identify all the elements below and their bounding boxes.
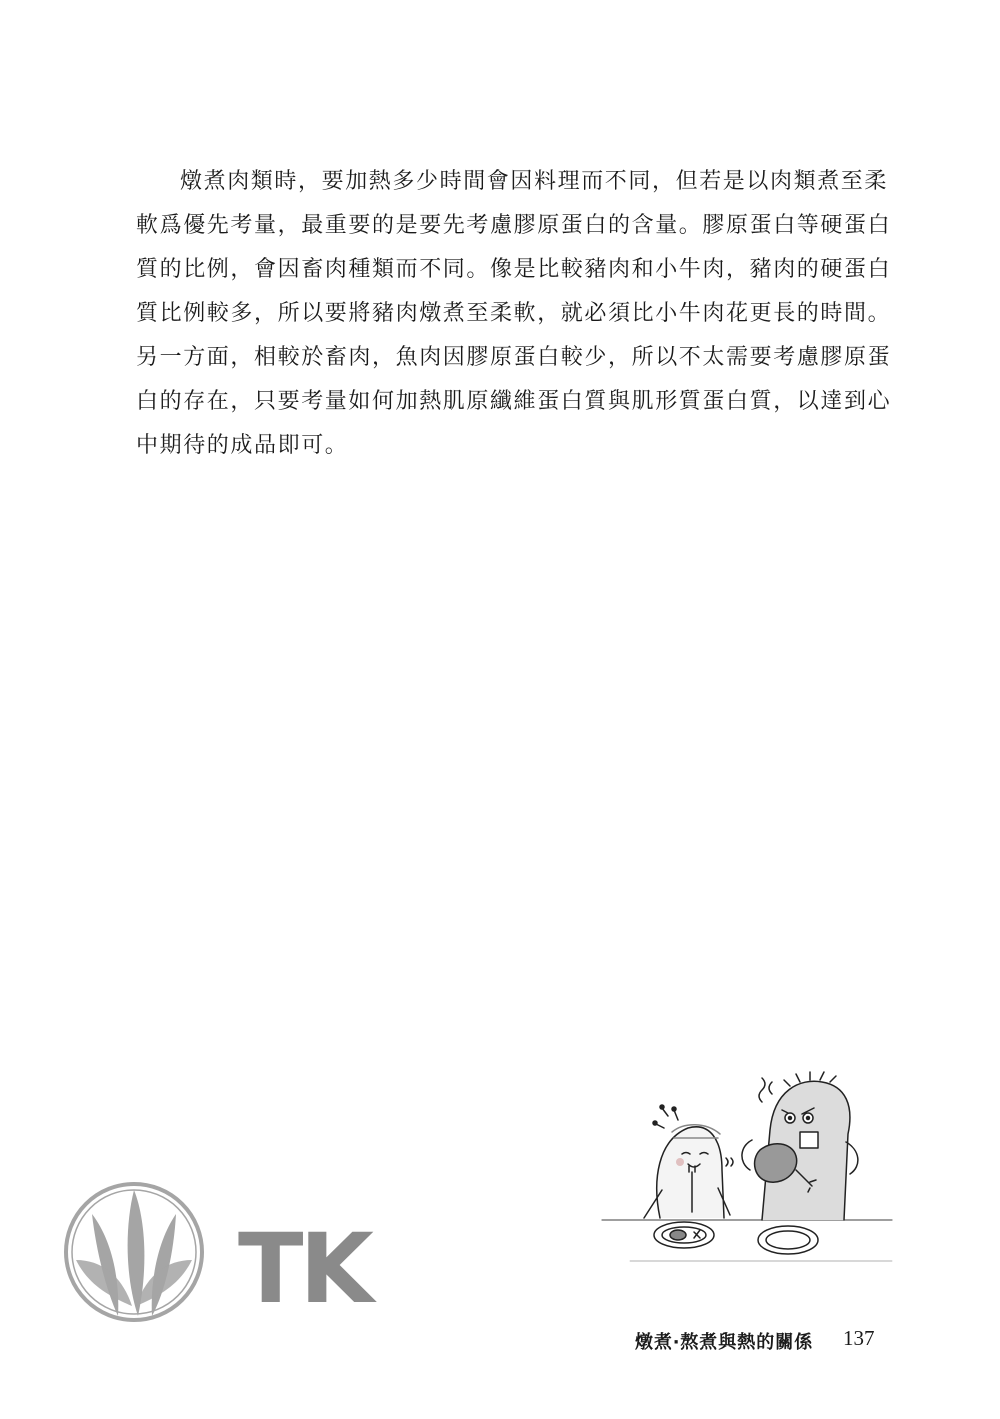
body-line: 白的存在，只要考量如何加熱肌原纖維蛋白質與肌形質蛋白質，以達到心 (136, 389, 892, 414)
body-line: 質的比例，會因畜肉種類而不同。像是比較豬肉和小牛肉，豬肉的硬蛋白 (136, 257, 892, 282)
body-line: 另一方面，相較於畜肉，魚肉因膠原蛋白較少，所以不太需要考慮膠原蛋 (136, 345, 892, 370)
body-paragraph (136, 160, 892, 468)
body-line: 中期待的成品即可。 (136, 433, 349, 458)
cartoon-illustration (600, 1070, 900, 1270)
body-line: 燉煮肉類時，要加熱多少時間會因料理而不同，但若是以肉類煮至柔 (180, 169, 889, 194)
page-number: 137 (843, 1326, 875, 1350)
body-line: 軟爲優先考量，最重要的是要先考慮膠原蛋白的含量。膠原蛋白等硬蛋白 (136, 213, 892, 238)
tk-logo-text: TK (238, 1213, 370, 1325)
running-head: 燉煮‧熬煮與熱的關係 (635, 1332, 814, 1353)
tk-watermark-logo (62, 1180, 442, 1330)
bamboo-leaf-emblem-icon (66, 1184, 202, 1320)
body-line: 質比例較多，所以要將豬肉燉煮至柔軟，就必須比小牛肉花更長的時間。 (136, 301, 892, 326)
